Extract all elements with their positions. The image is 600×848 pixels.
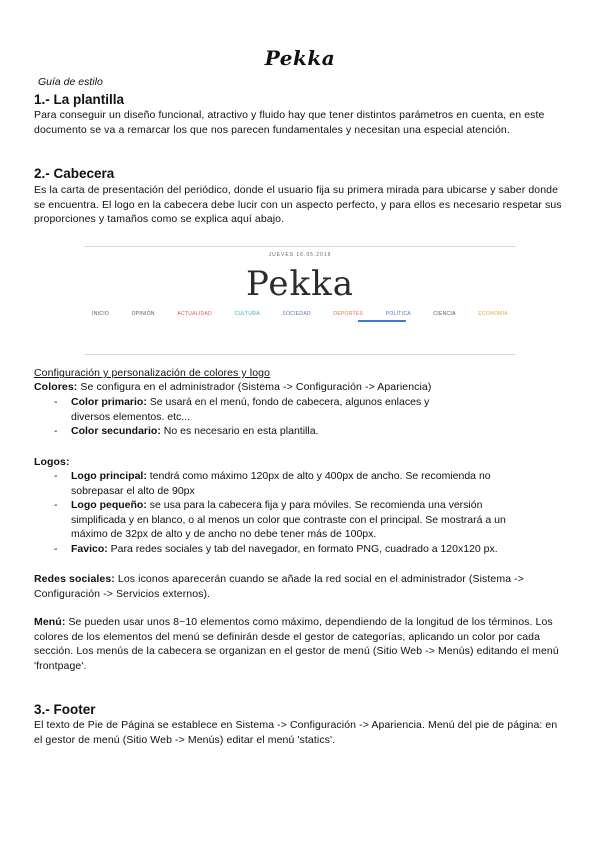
preview-nav-item: OPINIÓN xyxy=(131,311,155,317)
preview-nav xyxy=(84,311,516,317)
logos-list xyxy=(54,469,524,556)
logo-principal-text: tendrá como máximo 120px de alto y 400px de ancho. Se recomienda no sobrepasar el alto de 90px xyxy=(71,470,491,497)
list-item: - Color secundario: No es necesario en esta plantilla. xyxy=(54,425,319,437)
logos-heading xyxy=(34,455,564,470)
preview-nav-item: DEPORTES xyxy=(333,311,364,317)
logo-principal-label: Logo principal: xyxy=(71,470,147,482)
logo-pequeno-label: Logo pequeño: xyxy=(71,499,147,511)
preview-logo: Pekka xyxy=(246,264,354,304)
preview-nav-item: INICIO xyxy=(92,311,110,317)
secundario-text: No es necesario en esta plantilla. xyxy=(160,425,319,437)
section-text-cabecera: Es la carta de presentación del periódico, donde el usuario fija su primera mirada para ubicarse y saber donde se encuentra. El logo en la cabecera debe lucir con un aspecto perfecto, y para ellos es necesario respetar sus proporciones y tamaños como se explica aquí abajo. xyxy=(34,184,562,225)
preview-active-indicator xyxy=(358,320,406,322)
section-heading-plantilla: 1.- La plantilla xyxy=(34,92,125,107)
list-item: - Color primario: Se usará en el menú, fondo de cabecera, algunos enlaces y diversos elementos. etc... xyxy=(54,396,430,423)
menu-text: Se pueden usar unos 8~10 elementos como máximo, dependiendo de la longitud de los términos. Los colores de los elementos del menú se definirán desde el gestor de categorías, aplicando un color por cada sección. Los menús de la cabecera se organizan en el gestor de menú (Sitio Web -> Menús) editando el menú 'frontpage'. xyxy=(34,616,559,672)
list-item: - Favico: Para redes sociales y tab del navegador, en formato PNG, cuadrado a 120x120 px. xyxy=(54,542,498,555)
colores-list xyxy=(54,395,454,439)
preview-nav-item: SOCIEDAD xyxy=(282,311,311,317)
preview-divider xyxy=(84,246,516,247)
redes-text: Los iconos aparecerán cuando se añade la red social en el administrador (Sistema -> Configuración -> Servicios externos). xyxy=(34,573,524,600)
preview-nav-item: ECONOMÍA xyxy=(478,311,508,317)
primario-label: Color primario: xyxy=(71,396,147,408)
redes-paragraph xyxy=(34,572,564,601)
preview-date: JUEVES 16.05.2019 xyxy=(268,252,332,258)
config-heading: Configuración y personalización de colores y logo xyxy=(34,367,271,379)
header-preview-image xyxy=(84,240,516,358)
colores-paragraph xyxy=(34,380,564,395)
redes-label: Redes sociales: xyxy=(34,573,115,585)
favico-text: Para redes sociales y tab del navegador, en formato PNG, cuadrado a 120x120 px. xyxy=(107,542,498,555)
list-item: - Logo principal: tendrá como máximo 120px de alto y 400px de ancho. Se recomienda no sobrepasar el alto de 90px xyxy=(54,470,491,497)
colores-label: Colores: xyxy=(34,381,78,393)
section-text-plantilla: Para conseguir un diseño funcional, atractivo y fluido hay que tener distintos parámetros en cuenta, en este documento se va a remarcar los que nos parecen fundamentales y necesitan una especial atención. xyxy=(34,109,545,136)
preview-nav-item: POLÍTICA xyxy=(385,311,411,317)
preview-nav-item: ACTUALIDAD xyxy=(177,311,212,317)
menu-paragraph xyxy=(34,615,564,673)
favico-label: Favico: xyxy=(71,542,108,555)
logos-label: Logos: xyxy=(34,456,70,468)
secundario-label: Color secundario: xyxy=(71,425,161,437)
document-subtitle: Guía de estilo xyxy=(38,76,103,88)
section-text-footer: El texto de Pie de Página se establece en Sistema -> Configuración -> Apariencia. Menú del pie de página: en el gestor de menú (Sitio Web -> Menús) editar el menú 'statics'. xyxy=(34,719,558,746)
preview-nav-item: CIENCIA xyxy=(433,311,456,317)
menu-label: Menú: xyxy=(34,616,66,628)
section-heading-footer: 3.- Footer xyxy=(34,702,96,717)
section-heading-cabecera: 2.- Cabecera xyxy=(34,166,115,181)
logo-pequeno-text: se usa para la cabecera fija y para móviles. Se recomienda una versión simplificada y en blanco, o al menos un color que contraste con el principal. Se mostrará a un máximo de 32px de alto y de ancho no debe tener más de 100px. xyxy=(71,499,506,540)
primario-text: Se usará en el menú, fondo de cabecera, algunos enlaces y diversos elementos. etc... xyxy=(71,396,430,423)
colores-text: Se configura en el administrador (Sistema -> Configuración -> Apariencia) xyxy=(77,381,432,393)
preview-divider xyxy=(84,354,516,355)
list-item: - Logo pequeño: se usa para la cabecera fija y para móviles. Se recomienda una versión simplificada y en blanco, o al menos un color que contraste con el principal. Se mostrará a un máximo de 32px de alto y de ancho no debe tener más de 100px. xyxy=(54,499,506,540)
preview-nav-item: CULTURA xyxy=(234,311,260,317)
document-title: Pekka xyxy=(264,46,336,70)
